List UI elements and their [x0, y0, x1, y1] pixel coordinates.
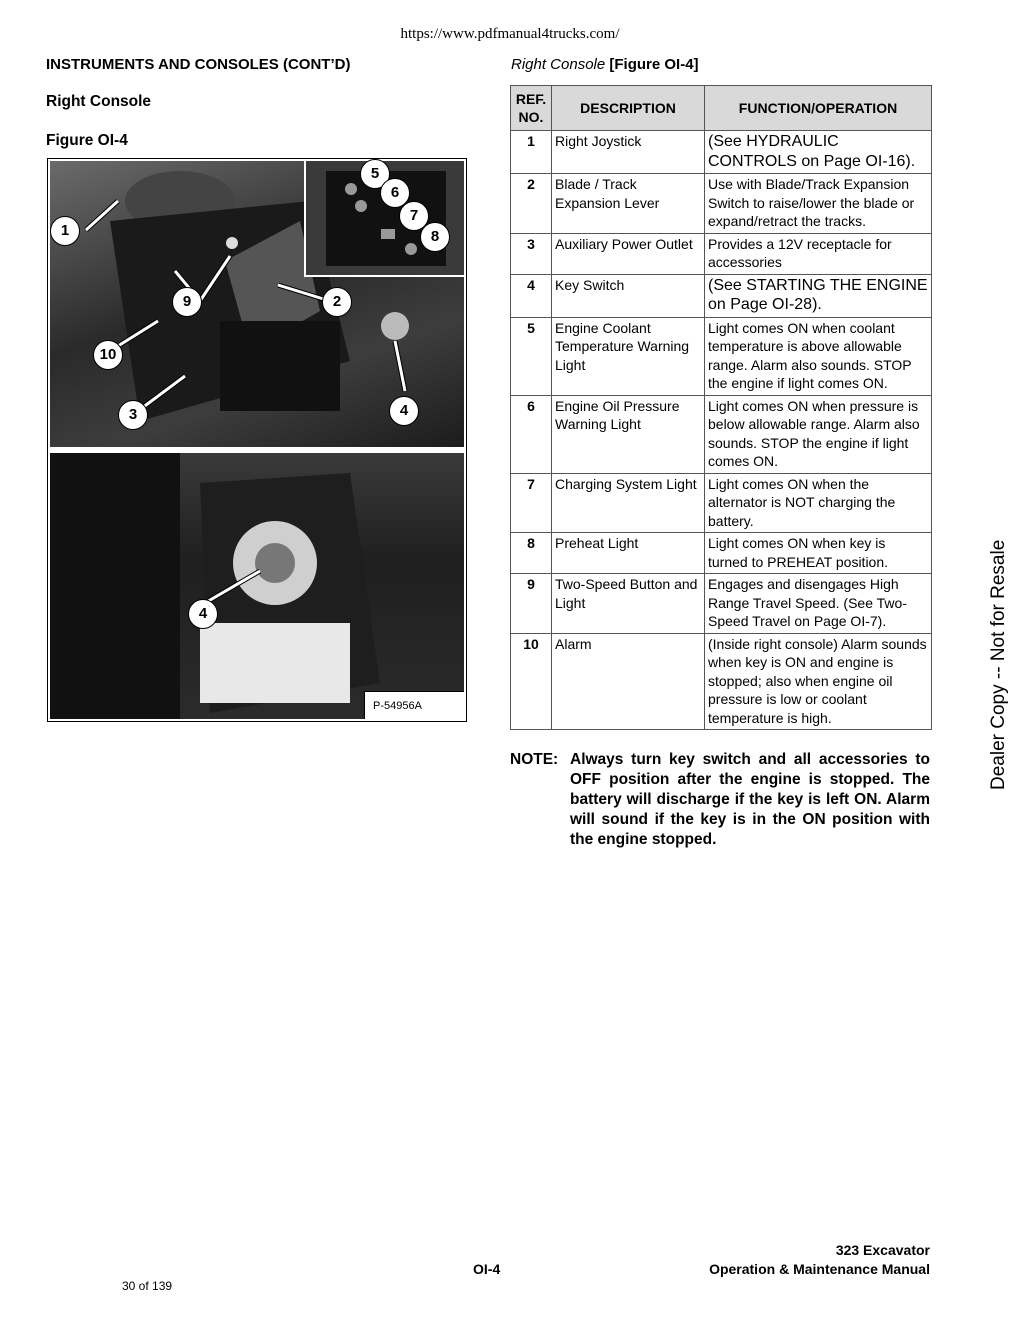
callout-6: 6	[380, 178, 410, 208]
callout-2: 2	[322, 287, 352, 317]
ref-no: 7	[511, 473, 552, 533]
callout-7: 7	[399, 201, 429, 231]
source-url: https://www.pdfmanual4trucks.com/	[400, 26, 620, 42]
footer-manual: Operation & Maintenance Manual	[709, 1261, 930, 1277]
callout-4: 4	[389, 396, 419, 426]
table-row	[511, 131, 932, 174]
callout-5: 5	[360, 159, 390, 189]
function: Light comes ON when key is turned to PREHEAT position.	[705, 533, 932, 574]
callout-9: 9	[172, 287, 202, 317]
page-number: OI-4	[473, 1261, 501, 1277]
description: Key Switch	[552, 274, 705, 317]
table-title-bold: [Figure OI-4]	[609, 56, 699, 73]
callout-3: 3	[118, 400, 148, 430]
callout-4-keyswitch: 4	[188, 599, 218, 629]
function: Light comes ON when pressure is below allowable range. Alarm also sounds. STOP the engine if light comes ON.	[705, 395, 932, 473]
description: Right Joystick	[552, 131, 705, 174]
function-text: (See STARTING THE ENGINE on Page OI-28).	[708, 276, 928, 313]
header-description: DESCRIPTION	[552, 86, 705, 131]
note-text: Always turn key switch and all accessories to OFF position after the engine is stopped. The battery will discharge if the key is left ON. Alarm will sound if the key is in the ON position with the engine stopped.	[570, 751, 930, 848]
ref-no: 2	[511, 174, 552, 234]
function	[705, 274, 932, 317]
callout-10: 10	[93, 340, 123, 370]
function-text: (See HYDRAULIC CONTROLS on Page OI-16).	[708, 133, 916, 170]
ref-no: 6	[511, 395, 552, 473]
function	[705, 131, 932, 174]
ref-no: 9	[511, 574, 552, 634]
description: Charging System Light	[552, 473, 705, 533]
figure-code: P-54956A	[364, 691, 464, 719]
description: Two-Speed Button and Light	[552, 574, 705, 634]
description: Alarm	[552, 633, 705, 730]
dealer-copy-watermark: Dealer Copy -- Not for Resale	[988, 539, 1009, 790]
ref-no: 3	[511, 233, 552, 274]
section-title: INSTRUMENTS AND CONSOLES (CONT’D)	[46, 56, 351, 73]
function: Engages and disengages High Range Travel Speed. (See Two-Speed Travel on Page OI-7).	[705, 574, 932, 634]
table-row	[511, 174, 932, 234]
header-ref-no: REF. NO.	[511, 86, 552, 131]
callout-1: 1	[50, 216, 80, 246]
key-switch-drawing	[50, 453, 464, 719]
footer-model: 323 Excavator	[835, 1242, 930, 1258]
subsection-title: Right Console	[46, 93, 152, 110]
console-figure	[47, 158, 467, 722]
description: Preheat Light	[552, 533, 705, 574]
function: Light comes ON when the alternator is NOT charging the battery.	[705, 473, 932, 533]
function: Light comes ON when coolant temperature is above allowable range. Alarm also sounds. STOP the engine if light comes ON.	[705, 317, 932, 395]
table-row	[511, 395, 932, 473]
callout-8: 8	[420, 222, 450, 252]
table-title-italic: Right Console	[511, 56, 606, 73]
table-row	[511, 533, 932, 574]
table-row	[511, 233, 932, 274]
function: (Inside right console) Alarm sounds when key is ON and engine is stopped; also when engine oil pressure is low or coolant temperature is high.	[705, 633, 932, 730]
function: Use with Blade/Track Expansion Switch to raise/lower the blade or expand/retract the tracks.	[705, 174, 932, 234]
note-wrapper	[510, 750, 930, 850]
description: Engine Coolant Temperature Warning Light	[552, 317, 705, 395]
description: Blade / Track Expansion Lever	[552, 174, 705, 234]
table-row	[511, 633, 932, 730]
table-header-row	[511, 86, 932, 131]
ref-no: 10	[511, 633, 552, 730]
table-row	[511, 274, 932, 317]
function: Provides a 12V receptacle for accessories	[705, 233, 932, 274]
table-row	[511, 574, 932, 634]
ref-no: 4	[511, 274, 552, 317]
key-switch-photo	[50, 453, 464, 719]
ref-no: 8	[511, 533, 552, 574]
description: Engine Oil Pressure Warning Light	[552, 395, 705, 473]
reference-table	[510, 85, 932, 730]
description: Auxiliary Power Outlet	[552, 233, 705, 274]
note-lead: NOTE:	[510, 751, 559, 768]
figure-label: Figure OI-4	[46, 132, 128, 149]
page-count: 30 of 139	[122, 1279, 173, 1293]
table-row	[511, 317, 932, 395]
header-function: FUNCTION/OPERATION	[705, 86, 932, 131]
table-row	[511, 473, 932, 533]
ref-no: 5	[511, 317, 552, 395]
table-title	[511, 56, 699, 73]
ref-no: 1	[511, 131, 552, 174]
